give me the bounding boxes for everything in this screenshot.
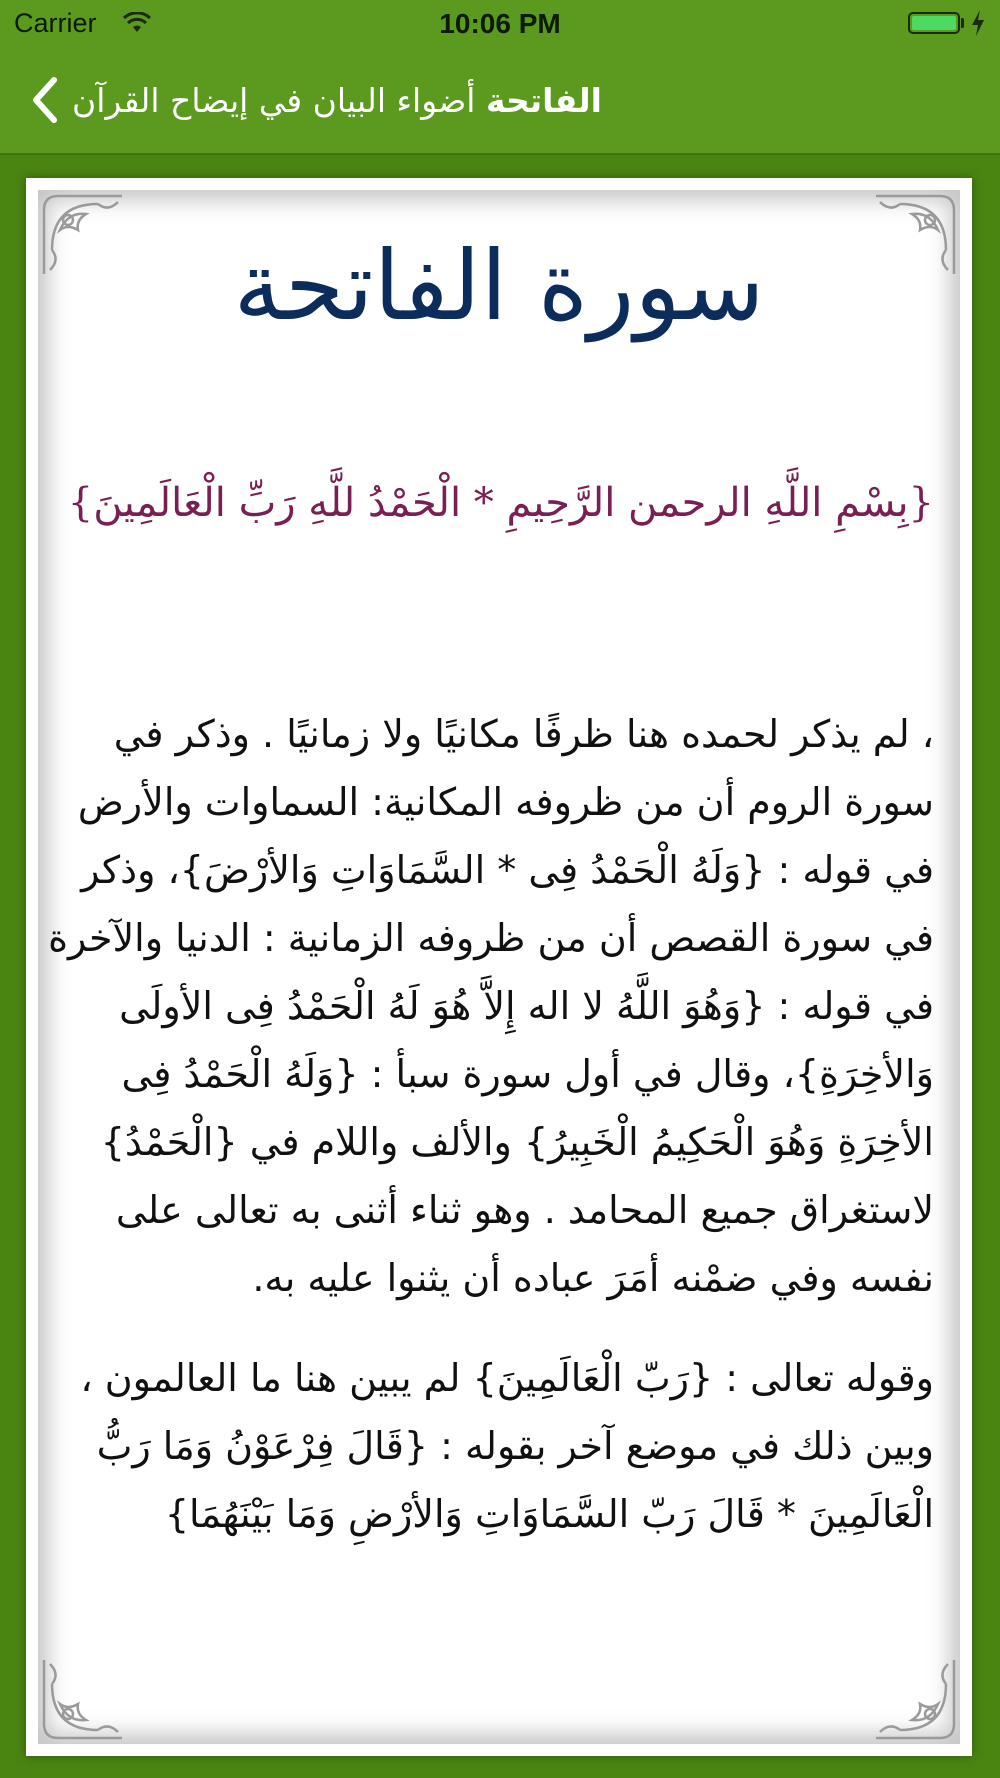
battery-full-icon — [908, 12, 960, 34]
surah-title: سورة الفاتحة — [233, 230, 765, 342]
nav-title-book: أضواء البيان في إيضاح القرآن — [72, 81, 476, 120]
navigation-bar — [0, 50, 1000, 155]
clock: 10:06 PM — [439, 8, 561, 39]
quran-verse: {بِسْمِ اللَّهِ الرحمن الرَّحِيمِ * الْحَمْدُ للَّهِ رَبِّ الْعَالَمِينَ} — [67, 480, 934, 526]
carrier-label: Carrier — [14, 8, 97, 38]
content-card[interactable] — [38, 190, 960, 1744]
chevron-left-icon[interactable] — [26, 72, 66, 128]
ornament-corner-icon — [870, 1654, 960, 1744]
tafsir-paragraph: وقوله تعالى : {رَبّ الْعَالَمِينَ} لم يبين هنا ما العالمون ، وبين ذلك في موضع آخر بقوله : {قَالَ فِرْعَوْنُ وَمَا رَبُّ الْعَالَمِينَ * قَالَ رَبّ السَّمَاوَاتِ وَالأرْضِ وَمَا بَيْنَهُمَا} — [80, 1356, 934, 1536]
tafsir-body — [48, 700, 934, 1548]
nav-title-surah: الفاتحة — [485, 81, 602, 120]
ornament-corner-icon — [38, 1654, 128, 1744]
nav-title — [72, 76, 602, 126]
charging-bolt-icon — [970, 10, 986, 36]
battery-tip — [961, 18, 964, 28]
status-bar — [0, 0, 1000, 50]
tafsir-paragraph: ، لم يذكر لحمده هنا ظرفًا مكانيًا ولا زمانيًا . وذكر في سورة الروم أن من ظروفه المكانية: السماوات والأرض في قوله : {وَلَهُ الْحَمْدُ فِى * السَّمَاوَاتِ وَالأرْضَ}، وذكر في سورة القصص أن من ظروفه الزمانية : الدنيا والآخرة في قوله : {وَهُوَ اللَّهُ لا اله إِلاَّ هُوَ لَهُ الْحَمْدُ فِى الأولَى وَالأخِرَةِ}، وقال في أول سورة سبأ : {وَلَهُ الْحَمْدُ فِى الأخِرَةِ وَهُوَ الْحَكِيمُ الْخَبِيرُ} والألف واللام في {الْحَمْدُ} لاستغراق جميع المحامد . وهو ثناء أثنى به تعالى على نفسه وفي ضمْنه أمَرَ عباده أن يثنوا عليه به. — [48, 712, 934, 1300]
